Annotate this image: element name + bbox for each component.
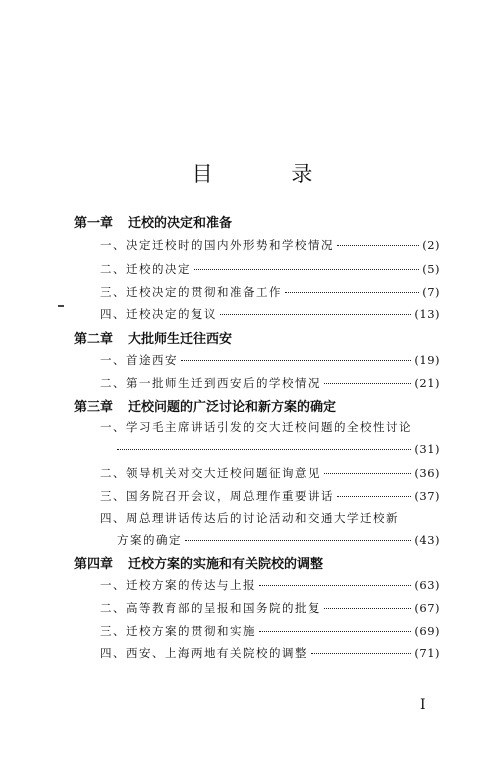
entry-page: (5) [422,262,440,276]
entry-page: (13) [414,307,440,321]
toc-entry-continuation[interactable] [117,442,440,456]
entry-page: (43) [414,533,440,547]
toc-entry[interactable] [100,645,440,661]
toc-entry[interactable] [100,284,440,300]
toc-entry[interactable] [100,261,440,277]
toc-entry[interactable] [100,577,440,593]
entry-text: 三、迁校决定的贯彻和准备工作 [100,285,282,299]
entry-page: (63) [414,578,440,592]
toc-entry[interactable] [100,465,440,481]
entry-text: 三、国务院召开会议，周总理作重要讲话 [100,489,334,503]
entry-text: 一、首途西安 [100,353,178,367]
entry-page: (36) [414,466,440,480]
folio-page-number: I [420,697,426,713]
entry-text: 二、迁校的决定 [100,262,191,276]
chapter-heading [74,212,232,231]
chapter-title: 迁校的决定和准备 [128,216,233,231]
leader-dots [185,539,411,541]
chapter-number: 第四章 [74,557,114,572]
chapter-heading [74,553,323,572]
entry-page: (7) [422,285,440,299]
leader-dots [337,495,411,497]
chapter-title: 迁校问题的广泛讨论和新方案的确定 [128,400,337,415]
chapter-heading [74,328,232,347]
entry-text: 四、西安、上海两地有关院校的调整 [100,646,308,660]
toc-entry[interactable] [100,600,440,616]
leader-dots [220,313,411,315]
toc-entry[interactable] [100,375,440,391]
entry-text: 三、迁校方案的贯彻和实施 [100,624,256,638]
leader-dots [181,359,411,361]
toc-entry[interactable] [100,352,440,368]
chapter-number: 第一章 [74,216,114,231]
leader-dots [285,291,419,293]
leader-dots [311,652,411,654]
toc-entry[interactable] [100,510,440,526]
entry-text: 一、决定迁校时的国内外形势和学校情况 [100,238,334,252]
entry-page: (21) [414,376,440,390]
toc-entry[interactable] [100,306,440,322]
leader-dots [337,244,419,246]
leader-dots [194,268,419,270]
entry-text-continued: 方案的确定 [117,533,182,547]
margin-mark [58,305,64,307]
leader-dots [324,472,411,474]
leader-dots [259,630,411,632]
leader-dots [259,584,411,586]
entry-text: 一、迁校方案的传达与上报 [100,578,256,592]
page-title: 目 录 [191,162,349,186]
entry-text: 二、领导机关对交大迁校问题征询意见 [100,466,321,480]
entry-page: (69) [414,624,440,638]
entry-text: 四、周总理讲话传达后的讨论活动和交通大学迁校新 [100,511,399,525]
chapter-title: 迁校方案的实施和有关院校的调整 [128,557,324,572]
entry-text: 四、迁校决定的复议 [100,307,217,321]
entry-page: (19) [414,353,440,367]
toc-entry[interactable] [100,237,440,253]
toc-entry[interactable] [100,623,440,639]
entry-text: 二、高等教育部的呈报和国务院的批复 [100,601,321,615]
chapter-title: 大批师生迁往西安 [128,332,233,347]
entry-page: (2) [422,238,440,252]
leader-dots [117,448,411,450]
entry-page: (37) [414,489,440,503]
entry-page: (71) [414,646,440,660]
entry-text: 二、第一批师生迁到西安后的学校情况 [100,376,321,390]
toc-entry[interactable] [100,488,440,504]
entry-text: 一、学习毛主席讲话引发的交大迁校问题的全校性讨论 [100,420,412,434]
leader-dots [324,607,411,609]
toc-entry[interactable] [100,419,440,435]
chapter-number: 第三章 [74,400,114,415]
entry-page: (31) [414,442,440,456]
entry-page: (67) [414,601,440,615]
chapter-number: 第二章 [74,332,114,347]
chapter-heading [74,396,336,415]
leader-dots [324,382,411,384]
toc-entry-continuation[interactable] [117,532,440,548]
